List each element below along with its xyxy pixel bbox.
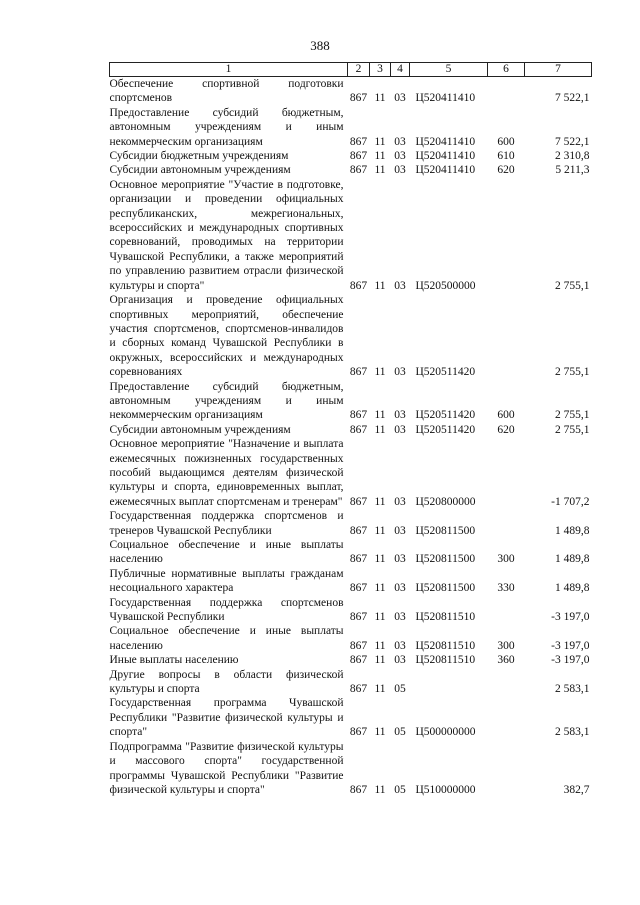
subsection-code: 03: [394, 639, 406, 652]
page-number: 388: [310, 38, 330, 53]
target-article-code: Ц520800000: [415, 495, 476, 508]
subsection-code: 03: [394, 150, 406, 163]
column-header: 7: [525, 63, 592, 77]
admin-code: 867: [349, 164, 368, 177]
amount-value: 2 755,1: [555, 409, 590, 422]
target-article-code: Ц520811500: [415, 553, 476, 566]
admin-code: 867: [349, 409, 368, 422]
column-header: 3: [370, 63, 391, 77]
section-code: 11: [374, 582, 386, 595]
subsection-code: 03: [394, 366, 406, 379]
amount-value: 2 755,1: [555, 279, 590, 292]
table-row: [110, 509, 592, 538]
target-article-code: Ц500000000: [415, 726, 476, 739]
admin-code: 867: [349, 150, 368, 163]
section-code: 11: [374, 164, 386, 177]
subsection-code: 03: [394, 164, 406, 177]
amount-value: 382,7: [563, 783, 590, 796]
expense-type-code: [488, 293, 525, 379]
amount-value: 2 755,1: [555, 423, 590, 436]
expense-type-code: 330: [497, 582, 515, 595]
subsection-code: 03: [394, 135, 406, 148]
table-row: [110, 178, 592, 293]
amount-value: 2 310,8: [555, 150, 590, 163]
target-article-code: Ц520811510: [415, 639, 476, 652]
target-article-code: Ц520411410: [415, 164, 476, 177]
row-name: Организация и проведение официальных спортивных мероприятий, обеспечение участия спортсменов, спортсменов-инвалидов и сборных команд Чувашской Республики в окружных, всероссийских и международных соревнованиях: [109, 294, 344, 379]
subsection-code: 03: [394, 524, 406, 537]
admin-code: 867: [349, 611, 368, 624]
column-header: 1: [110, 63, 348, 77]
subsection-code: 05: [394, 683, 406, 696]
target-article-code: Ц520811510: [415, 611, 476, 624]
admin-code: 867: [349, 279, 368, 292]
expense-type-code: 300: [497, 639, 515, 652]
row-name: Обеспечение спортивной подготовки спортсменов: [109, 78, 344, 105]
expense-type-code: 600: [497, 409, 515, 422]
expense-type-code: [488, 740, 525, 798]
expense-type-code: [488, 509, 525, 538]
row-name: Другие вопросы в области физической культуры и спорта: [109, 668, 344, 696]
row-name: Предоставление субсидий бюджетным, автономным учреждениям и иным некоммерческим организациям: [109, 380, 344, 422]
table-row: [110, 293, 592, 379]
amount-value: 1 489,8: [555, 524, 590, 537]
section-code: 11: [374, 150, 386, 163]
section-code: 11: [374, 409, 386, 422]
expense-type-code: 600: [497, 135, 515, 148]
admin-code: 867: [349, 639, 368, 652]
target-article-code: Ц510000000: [415, 783, 476, 796]
budget-table: [109, 62, 592, 797]
section-code: 11: [374, 611, 386, 624]
table-row: [110, 740, 592, 798]
expense-type-code: 300: [497, 553, 515, 566]
subsection-code: 05: [394, 726, 406, 739]
target-article-code: Ц520411410: [415, 135, 476, 148]
subsection-code: 03: [394, 423, 406, 436]
section-code: 11: [374, 639, 386, 652]
table-row: [110, 696, 592, 739]
row-name: Государственная программа Чувашской Республики "Развитие физической культуры и спорта": [109, 697, 344, 739]
target-article-code: Ц520411410: [415, 92, 476, 105]
amount-value: 2 583,1: [555, 683, 590, 696]
admin-code: 867: [349, 553, 368, 566]
subsection-code: 03: [394, 553, 406, 566]
section-code: 11: [374, 553, 386, 566]
amount-value: 7 522,1: [555, 135, 590, 148]
admin-code: 867: [349, 654, 368, 667]
target-article-code: Ц520811510: [415, 654, 476, 667]
target-article-code: Ц520500000: [415, 279, 476, 292]
subsection-code: 03: [394, 92, 406, 105]
table-row: [110, 567, 592, 596]
table-row: [110, 668, 592, 697]
section-code: 11: [374, 783, 386, 796]
table-row: [110, 437, 592, 509]
amount-value: 2 583,1: [555, 726, 590, 739]
section-code: 11: [374, 366, 386, 379]
target-article-code: [410, 668, 488, 697]
table-row: [110, 624, 592, 653]
row-name: Государственная поддержка спортсменов Чувашской Республики: [109, 596, 344, 624]
target-article-code: Ц520511420: [415, 409, 476, 422]
amount-value: 1 489,8: [555, 553, 590, 566]
subsection-code: 03: [394, 495, 406, 508]
admin-code: 867: [349, 582, 368, 595]
admin-code: 867: [349, 135, 368, 148]
expense-type-code: 620: [497, 164, 515, 177]
row-name: Социальное обеспечение и иные выплаты населению: [109, 625, 344, 652]
table-row: [110, 163, 592, 177]
amount-value: 2 755,1: [555, 366, 590, 379]
column-header: 2: [348, 63, 370, 77]
section-code: 11: [374, 135, 386, 148]
section-code: 11: [374, 423, 386, 436]
target-article-code: Ц520411410: [415, 150, 476, 163]
row-name: Предоставление субсидий бюджетным, автономным учреждениям и иным некоммерческим организациям: [109, 106, 344, 148]
section-code: 11: [374, 495, 386, 508]
table-row: [110, 380, 592, 423]
column-header: 5: [410, 63, 488, 77]
column-header: 4: [391, 63, 410, 77]
admin-code: 867: [349, 495, 368, 508]
subsection-code: 03: [394, 611, 406, 624]
admin-code: 867: [349, 366, 368, 379]
row-name: Субсидии автономным учреждениям: [109, 423, 291, 436]
amount-value: -3 197,0: [551, 639, 590, 652]
target-article-code: Ц520511420: [415, 366, 476, 379]
admin-code: 867: [349, 524, 368, 537]
table-row: [110, 596, 592, 625]
row-name: Основное мероприятие "Участие в подготовке, организации и проведении официальных республиканских, межрегиональных, всероссийских и международных спортивных соревнований, проводимых на территории Чувашской Республики, а также мероприятий по управлению развитием отрасли физической культуры и спорта": [109, 178, 344, 292]
expense-type-code: [488, 437, 525, 509]
admin-code: 867: [349, 683, 368, 696]
target-article-code: Ц520811500: [415, 524, 476, 537]
section-code: 11: [374, 524, 386, 537]
subsection-code: 03: [394, 409, 406, 422]
amount-value: 7 522,1: [555, 92, 590, 105]
row-name: Субсидии бюджетным учреждениям: [109, 150, 289, 163]
subsection-code: 03: [394, 279, 406, 292]
admin-code: 867: [349, 783, 368, 796]
row-name: Иные выплаты населению: [109, 654, 239, 667]
expense-type-code: [488, 596, 525, 625]
table-row: [110, 106, 592, 149]
subsection-code: 03: [394, 654, 406, 667]
row-name: Субсидии автономным учреждениям: [109, 164, 291, 177]
subsection-code: 03: [394, 582, 406, 595]
section-code: 11: [374, 92, 386, 105]
subsection-code: 05: [394, 783, 406, 796]
row-name: Государственная поддержка спортсменов и тренеров Чувашской Республики: [109, 510, 344, 537]
table-row: [110, 653, 592, 667]
section-code: 11: [374, 654, 386, 667]
amount-value: -1 707,2: [551, 495, 590, 508]
target-article-code: Ц520511420: [415, 423, 476, 436]
amount-value: 5 211,3: [555, 164, 590, 177]
row-name: Публичные нормативные выплаты гражданам несоциального характера: [109, 567, 344, 595]
admin-code: 867: [349, 92, 368, 105]
table-row: [110, 77, 592, 106]
amount-value: -3 197,0: [551, 654, 590, 667]
section-code: 11: [374, 683, 386, 696]
admin-code: 867: [349, 423, 368, 436]
expense-type-code: [488, 696, 525, 739]
expense-type-code: [488, 668, 525, 697]
column-header: 6: [488, 63, 525, 77]
section-code: 11: [374, 726, 386, 739]
expense-type-code: 610: [497, 150, 515, 163]
row-name: Социальное обеспечение и иные выплаты населению: [109, 539, 344, 566]
table-header-row: [110, 63, 592, 77]
table-row: [110, 423, 592, 437]
section-code: 11: [374, 279, 386, 292]
expense-type-code: 620: [497, 423, 515, 436]
expense-type-code: [488, 77, 525, 106]
target-article-code: Ц520811500: [415, 582, 476, 595]
amount-value: -3 197,0: [551, 611, 590, 624]
expense-type-code: [488, 178, 525, 293]
amount-value: 1 489,8: [555, 582, 590, 595]
row-name: Подпрограмма "Развитие физической культуры и массового спорта" государственной программы Чувашской Республики "Развитие физической культуры и спорта": [109, 740, 344, 796]
admin-code: 867: [349, 726, 368, 739]
expense-type-code: 360: [497, 654, 515, 667]
table-row: [110, 538, 592, 567]
row-name: Основное мероприятие "Назначение и выплата ежемесячных пожизненных государственных пособий выдающимся деятелям физической культуры и спорта, единовременных выплат, ежемесячных выплат спортсменам и тренерам": [109, 438, 344, 508]
table-row: [110, 149, 592, 163]
